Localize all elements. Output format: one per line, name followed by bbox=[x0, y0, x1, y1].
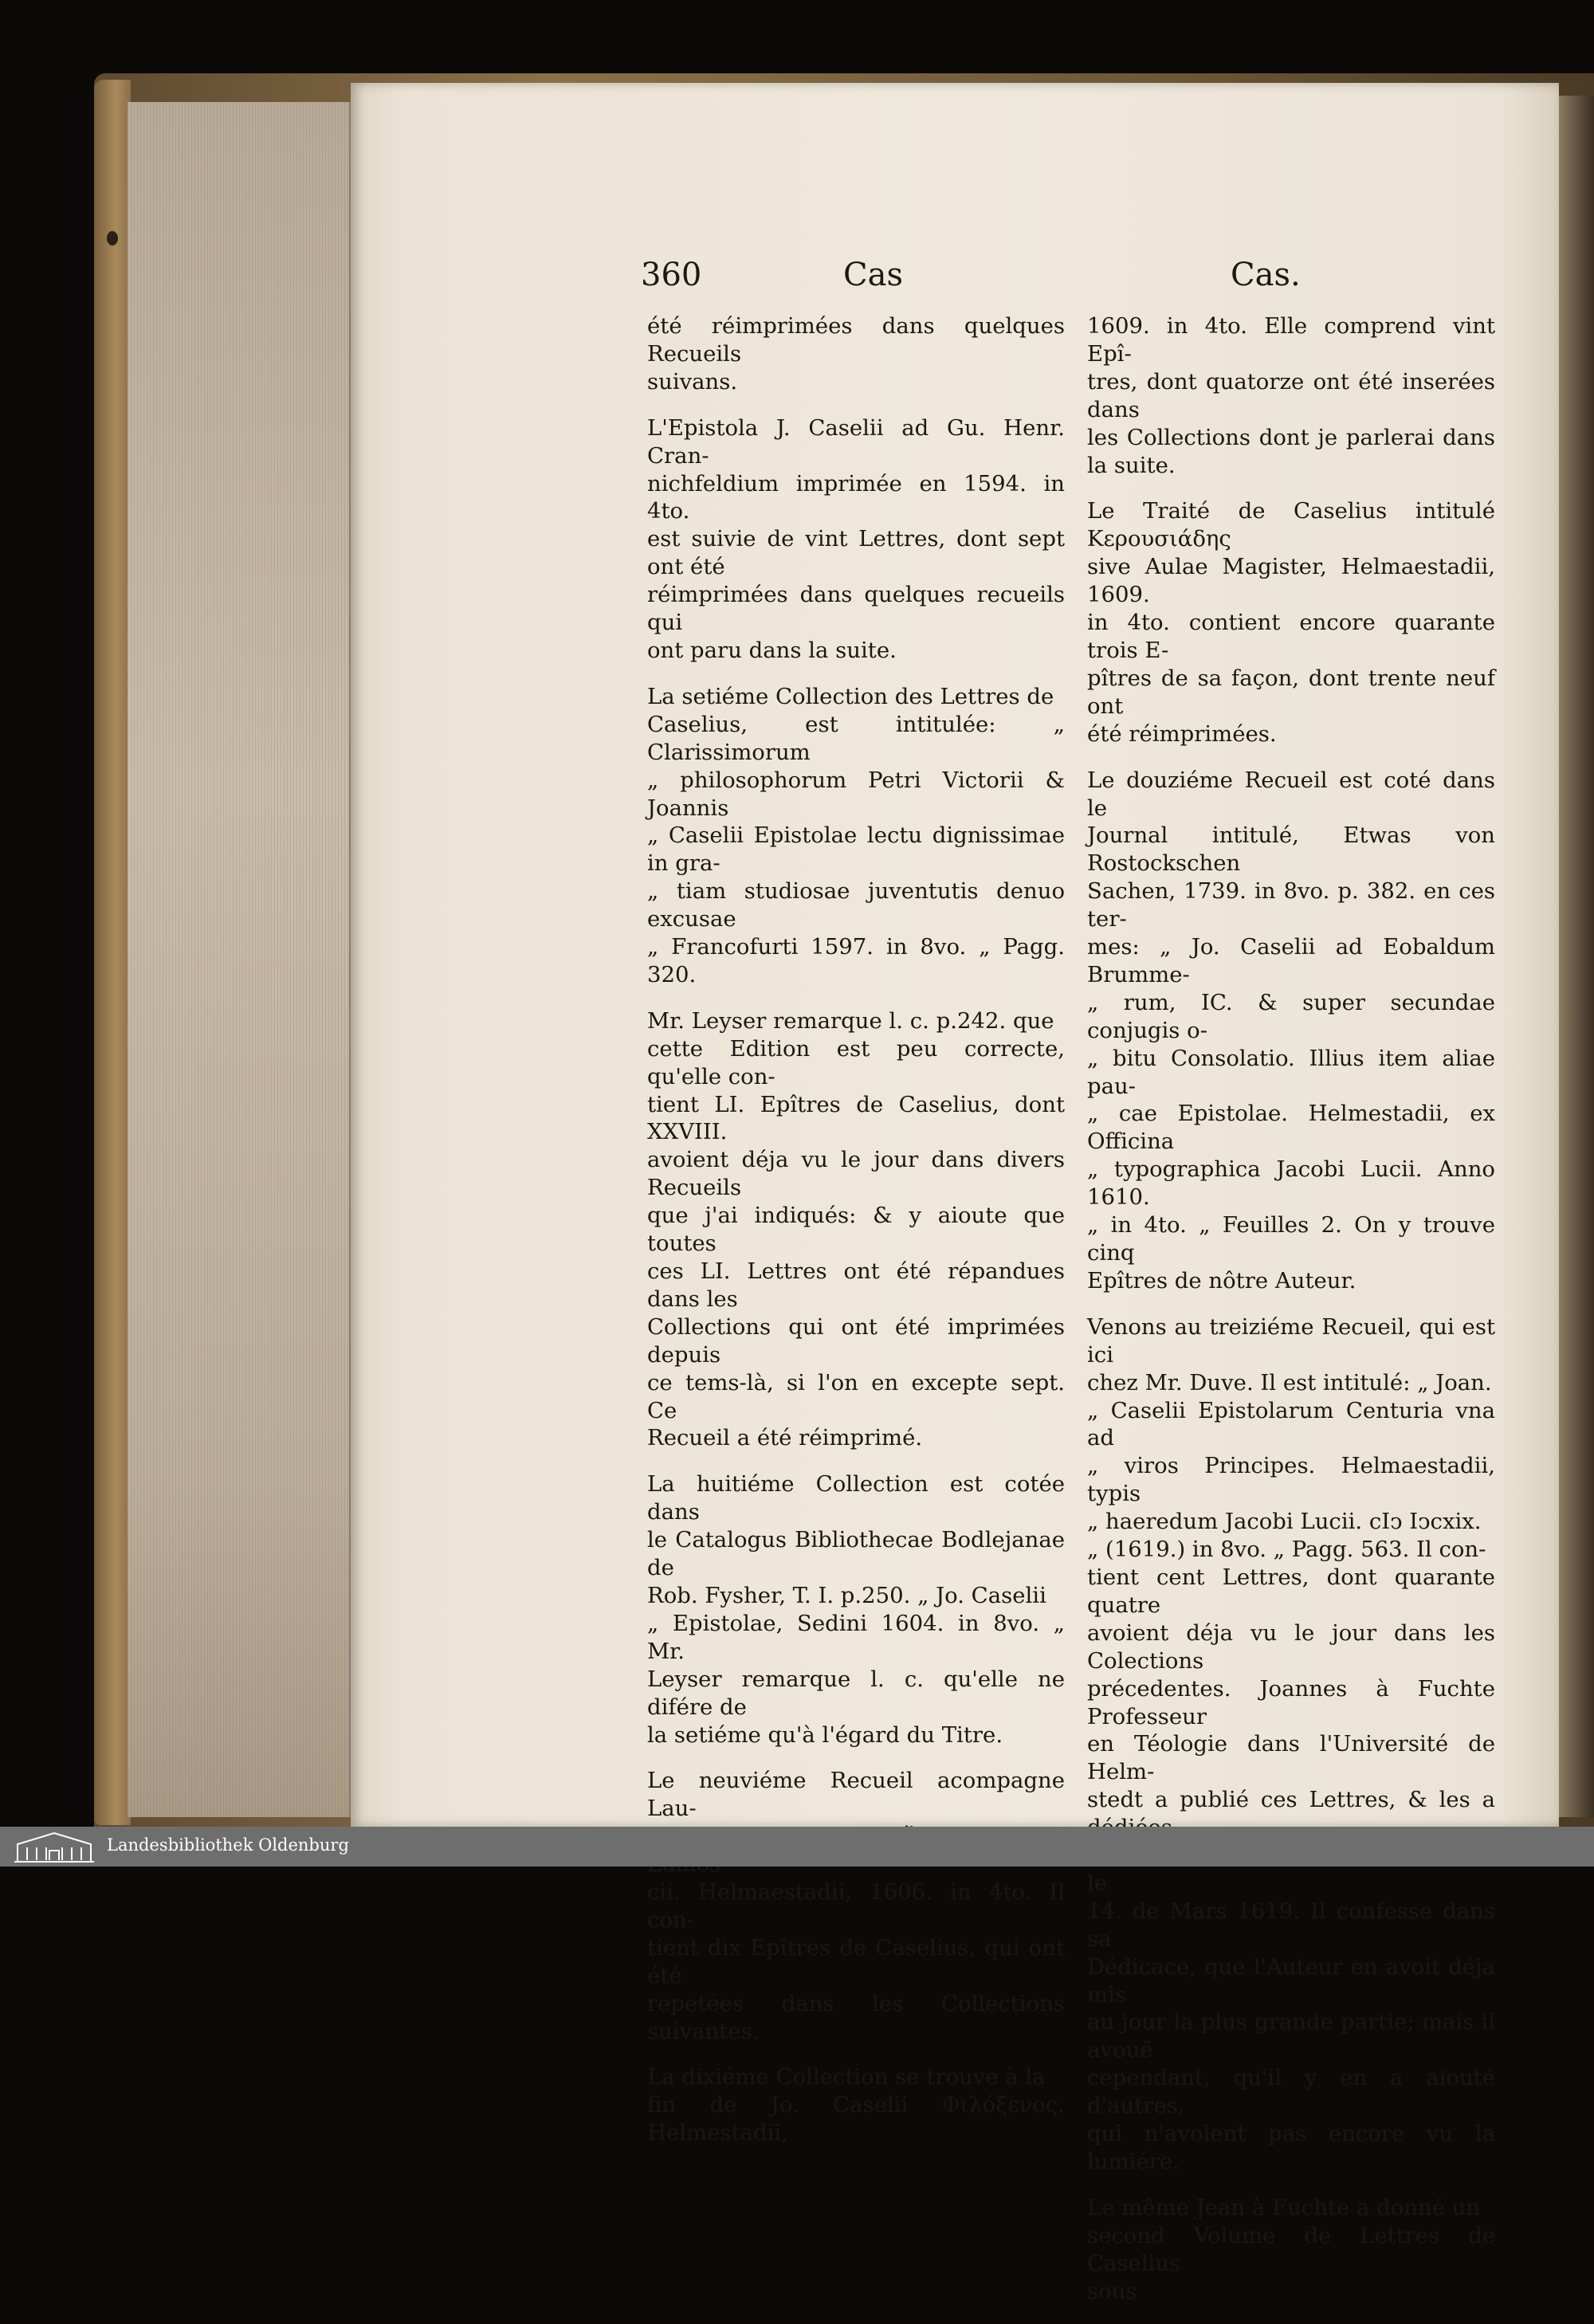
binding-hole bbox=[107, 231, 118, 245]
paragraph: Mr. Leyser remarque l. c. p.242. que cette Edition est peu correcte, qu'elle con- tient LI. Epîtres de Caselius, dont XXVIII. avoient déja vu le jour dans divers Recueils que j'ai indiqués: & y aioute que toutes ces LI. Lettres ont été répandues dans les Collections qui ont été imprimées depuis ce tems-là, si l'on en excepte sept. Ce Recueil a été réimprimé. bbox=[647, 1007, 1065, 1451]
right-text-column bbox=[1087, 312, 1495, 2324]
running-head-left: Cas bbox=[843, 257, 903, 293]
paragraph: La setiéme Collection des Lettres de Caselius, est intitulée: „ Clarissimorum „ philosophorum Petri Victorii & Joannis „ Caselii Epistolae lectu dignissimae in gra- „ tiam studiosae juventutis denuo excusae „ Francofurti 1597. in 8vo. „ Pagg. 320. bbox=[647, 683, 1065, 987]
paragraph: Le douziéme Recueil est coté dans le Journal intitulé, Etwas von Rostockschen Sachen, 1739. in 8vo. p. 382. en ces ter- mes: „ Jo. Caselii ad Eobaldum Brumme- „ rum, IC. & super secundae conjugis o- „ bitu Consolatio. Illius item aliae pau- „ cae Epistolae. Helmestadii, ex Officina „ typographica Jacobi Lucii. Anno 1610. „ in 4to. „ Feuilles 2. On y trouve cinq Epîtres de nôtre Auteur. bbox=[1087, 767, 1495, 1294]
page-block-edges bbox=[128, 102, 351, 1817]
left-text-column bbox=[647, 312, 1065, 2165]
right-page-edge bbox=[1559, 96, 1594, 1817]
paragraph: La huitiéme Collection est cotée dans le Catalogus Bibliothecae Bodlejanae de Rob. Fysher, T. I. p.250. „ Jo. Caselii „ Epistolae, Sedini 1604. in 8vo. „ Mr. Leyser remarque l. c. qu'elle ne difére de la setiéme qu'à l'égard du Titre. bbox=[647, 1471, 1065, 1748]
library-building-icon bbox=[13, 1830, 96, 1863]
paragraph: été réimprimées dans quelques Recueils suivans. bbox=[647, 313, 1065, 395]
paragraph: L'Epistola J. Caselii ad Gu. Henr. Cran- nichfeldium imprimée en 1594. in 4to. est suivie de vint Lettres, dont sept ont été réimprimées dans quelques recueils qui ont paru dans la suite. bbox=[647, 414, 1065, 663]
book-cover-edge bbox=[94, 80, 131, 1825]
paragraph: Venons au treiziéme Recueil, qui est ici chez Mr. Duve. Il est intitulé: „ Joan. „ Caselii Epistolarum Centuria vna ad „ viros Principes. Helmaestadii, typis „ haeredum Jacobi Lucii. cIↄ Iↄcxix. „ (1619.) in 8vo. „ Pagg. 563. Il con- tient cent Lettres, dont quarante quatre avoient déja vu le jour dans les Colections précedentes. Joannes à Fuchte Professeur en Téologie dans l'Université de Helm- stedt a publié ces Lettres, & les a le 14. de Mars 1619. Il confesse dans sa Dédicace, que l'Auteur en avoit déja mis au jour la plus grande partie; mais il avouë cependant, qu'il y en a aiouté d'autres, qui n'avoient pas encore vu la lumiére. bbox=[1087, 1313, 1495, 2174]
paragraph: Le Traité de Caselius intitulé Κερουσιάδης sive Aulae Magister, Helmaestadii, 1609. in 4to. contient encore quarante trois E- pîtres de sa façon, dont trente neuf ont été réimprimées. bbox=[1087, 498, 1495, 747]
page-number: 360 bbox=[641, 257, 702, 293]
paragraph: 1609. in 4to. Elle comprend vint Epî- tres, dont quatorze ont été inserées dans les Collections dont je parlerai dans la suite. bbox=[1087, 313, 1495, 478]
running-head-right: Cas. bbox=[1231, 257, 1301, 293]
paragraph: La dixiéme Collection se trouve à la fin de Jo. Caselii Φιλόξενος. Helmestadii, bbox=[647, 2064, 1065, 2146]
paragraph: Le même Jean à Fuchte a donné un second Volume de Lettres de Caselius sous bbox=[1087, 2194, 1495, 2304]
paragraph: Le neuviéme Recueil acompagne Lau- cii. Helmaestadii, 1606. in 4to. Il con- tient dix Epîtres de Caselius, qui ont été repetées dans les Collections suivantes. bbox=[647, 1768, 1065, 2044]
library-name: Landesbibliothek Oldenburg bbox=[107, 1835, 349, 1855]
